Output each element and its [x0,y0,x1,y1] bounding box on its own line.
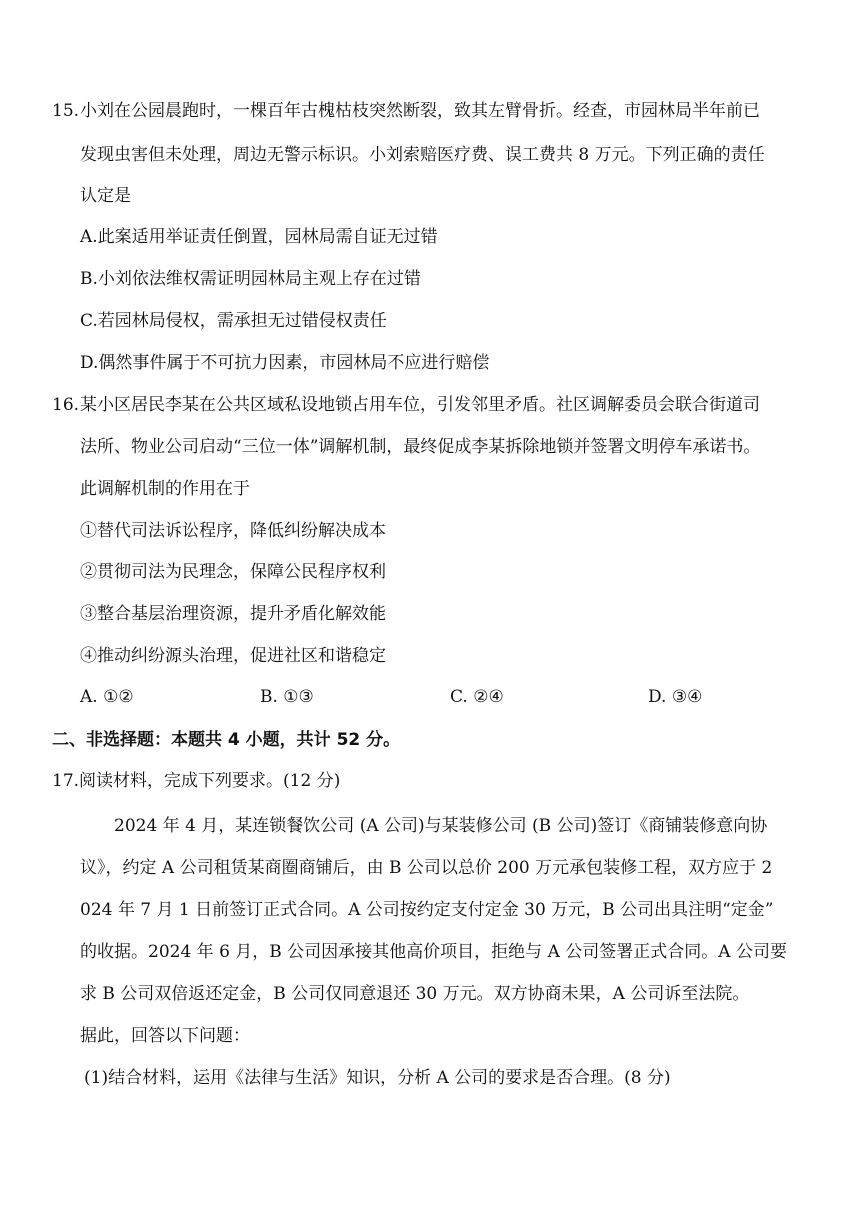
q17-intro: 17.阅读材料，完成下列要求。(12 分) [52,771,341,791]
q16-choice-d: D. ③④ [648,687,703,707]
q16-choice-c: C. ②④ [450,687,504,707]
section-heading: 二、非选择题：本题共 4 小题，共计 52 分。 [52,730,401,750]
q17-subquestion-1: (1)结合材料，运用《法律与生活》知识，分析 A 公司的要求是否合理。(8 分) [84,1068,671,1088]
q17-material-line-4: 的收据。2024 年 6 月，B 公司因承接其他高价项目，拒绝与 A 公司签署正式合同。A 公司要 [80,942,787,962]
q17-material-line-5: 求 B 公司双倍返还定金，B 公司仅同意退还 30 万元。双方协商未果，A 公司诉至法院。 [80,984,750,1004]
q16-number: 16. [52,395,80,415]
q16-choice-b: B. ①③ [260,687,314,707]
q15-stem-line-3: 认定是 [80,186,131,206]
q15-option-c: C.若园林局侵权，需承担无过错侵权责任 [80,311,387,331]
q15-stem-line-2: 发现虫害但未处理，周边无警示标识。小刘索赔医疗费、误工费共 8 万元。下列正确的责任 [80,145,765,165]
q16-stem-line-2: 法所、物业公司启动“三位一体”调解机制，最终促成李某拆除地锁并签署文明停车承诺书。 [80,437,761,457]
q16-choice-a: A. ①② [80,687,134,707]
q17-material-line-1: 2024 年 4 月，某连锁餐饮公司 (A 公司)与某装修公司 (B 公司)签订《商铺装修意向协 [114,816,768,836]
q16-statement-4: ④推动纠纷源头治理，促进社区和谐稳定 [80,646,386,666]
q16-statement-2: ②贯彻司法为民理念，保障公民程序权利 [80,562,386,582]
q16-choices [80,686,780,708]
q17-material-line-2: 议》，约定 A 公司租赁某商圈商铺后，由 B 公司以总价 200 万元承包装修工程，双方应于 2 [80,858,773,878]
q15-option-a: A.此案适用举证责任倒置，园林局需自证无过错 [80,227,438,247]
q15-option-b: B.小刘依法维权需证明园林局主观上存在过错 [80,269,421,289]
q16-statement-3: ③整合基层治理资源，提升矛盾化解效能 [80,604,386,624]
q15-stem-line-1: 小刘在公园晨跑时，一棵百年古槐枯枝突然断裂，致其左臂骨折。经查，市园林局半年前已 [80,101,760,121]
q17-prompt: 据此，回答以下问题： [80,1026,250,1046]
q17-material-line-3: 024 年 7 月 1 日前签订正式合同。A 公司按约定支付定金 30 万元，B 公司出具注明“定金” [80,900,774,920]
q15-option-d: D.偶然事件属于不可抗力因素，市园林局不应进行赔偿 [80,353,490,373]
q16-statement-1: ①替代司法诉讼程序，降低纠纷解决成本 [80,521,386,541]
q16-stem-line-1: 某小区居民李某在公共区域私设地锁占用车位，引发邻里矛盾。社区调解委员会联合街道司 [80,395,760,415]
q15-number: 15. [52,101,80,121]
q16-stem-line-3: 此调解机制的作用在于 [80,479,250,499]
